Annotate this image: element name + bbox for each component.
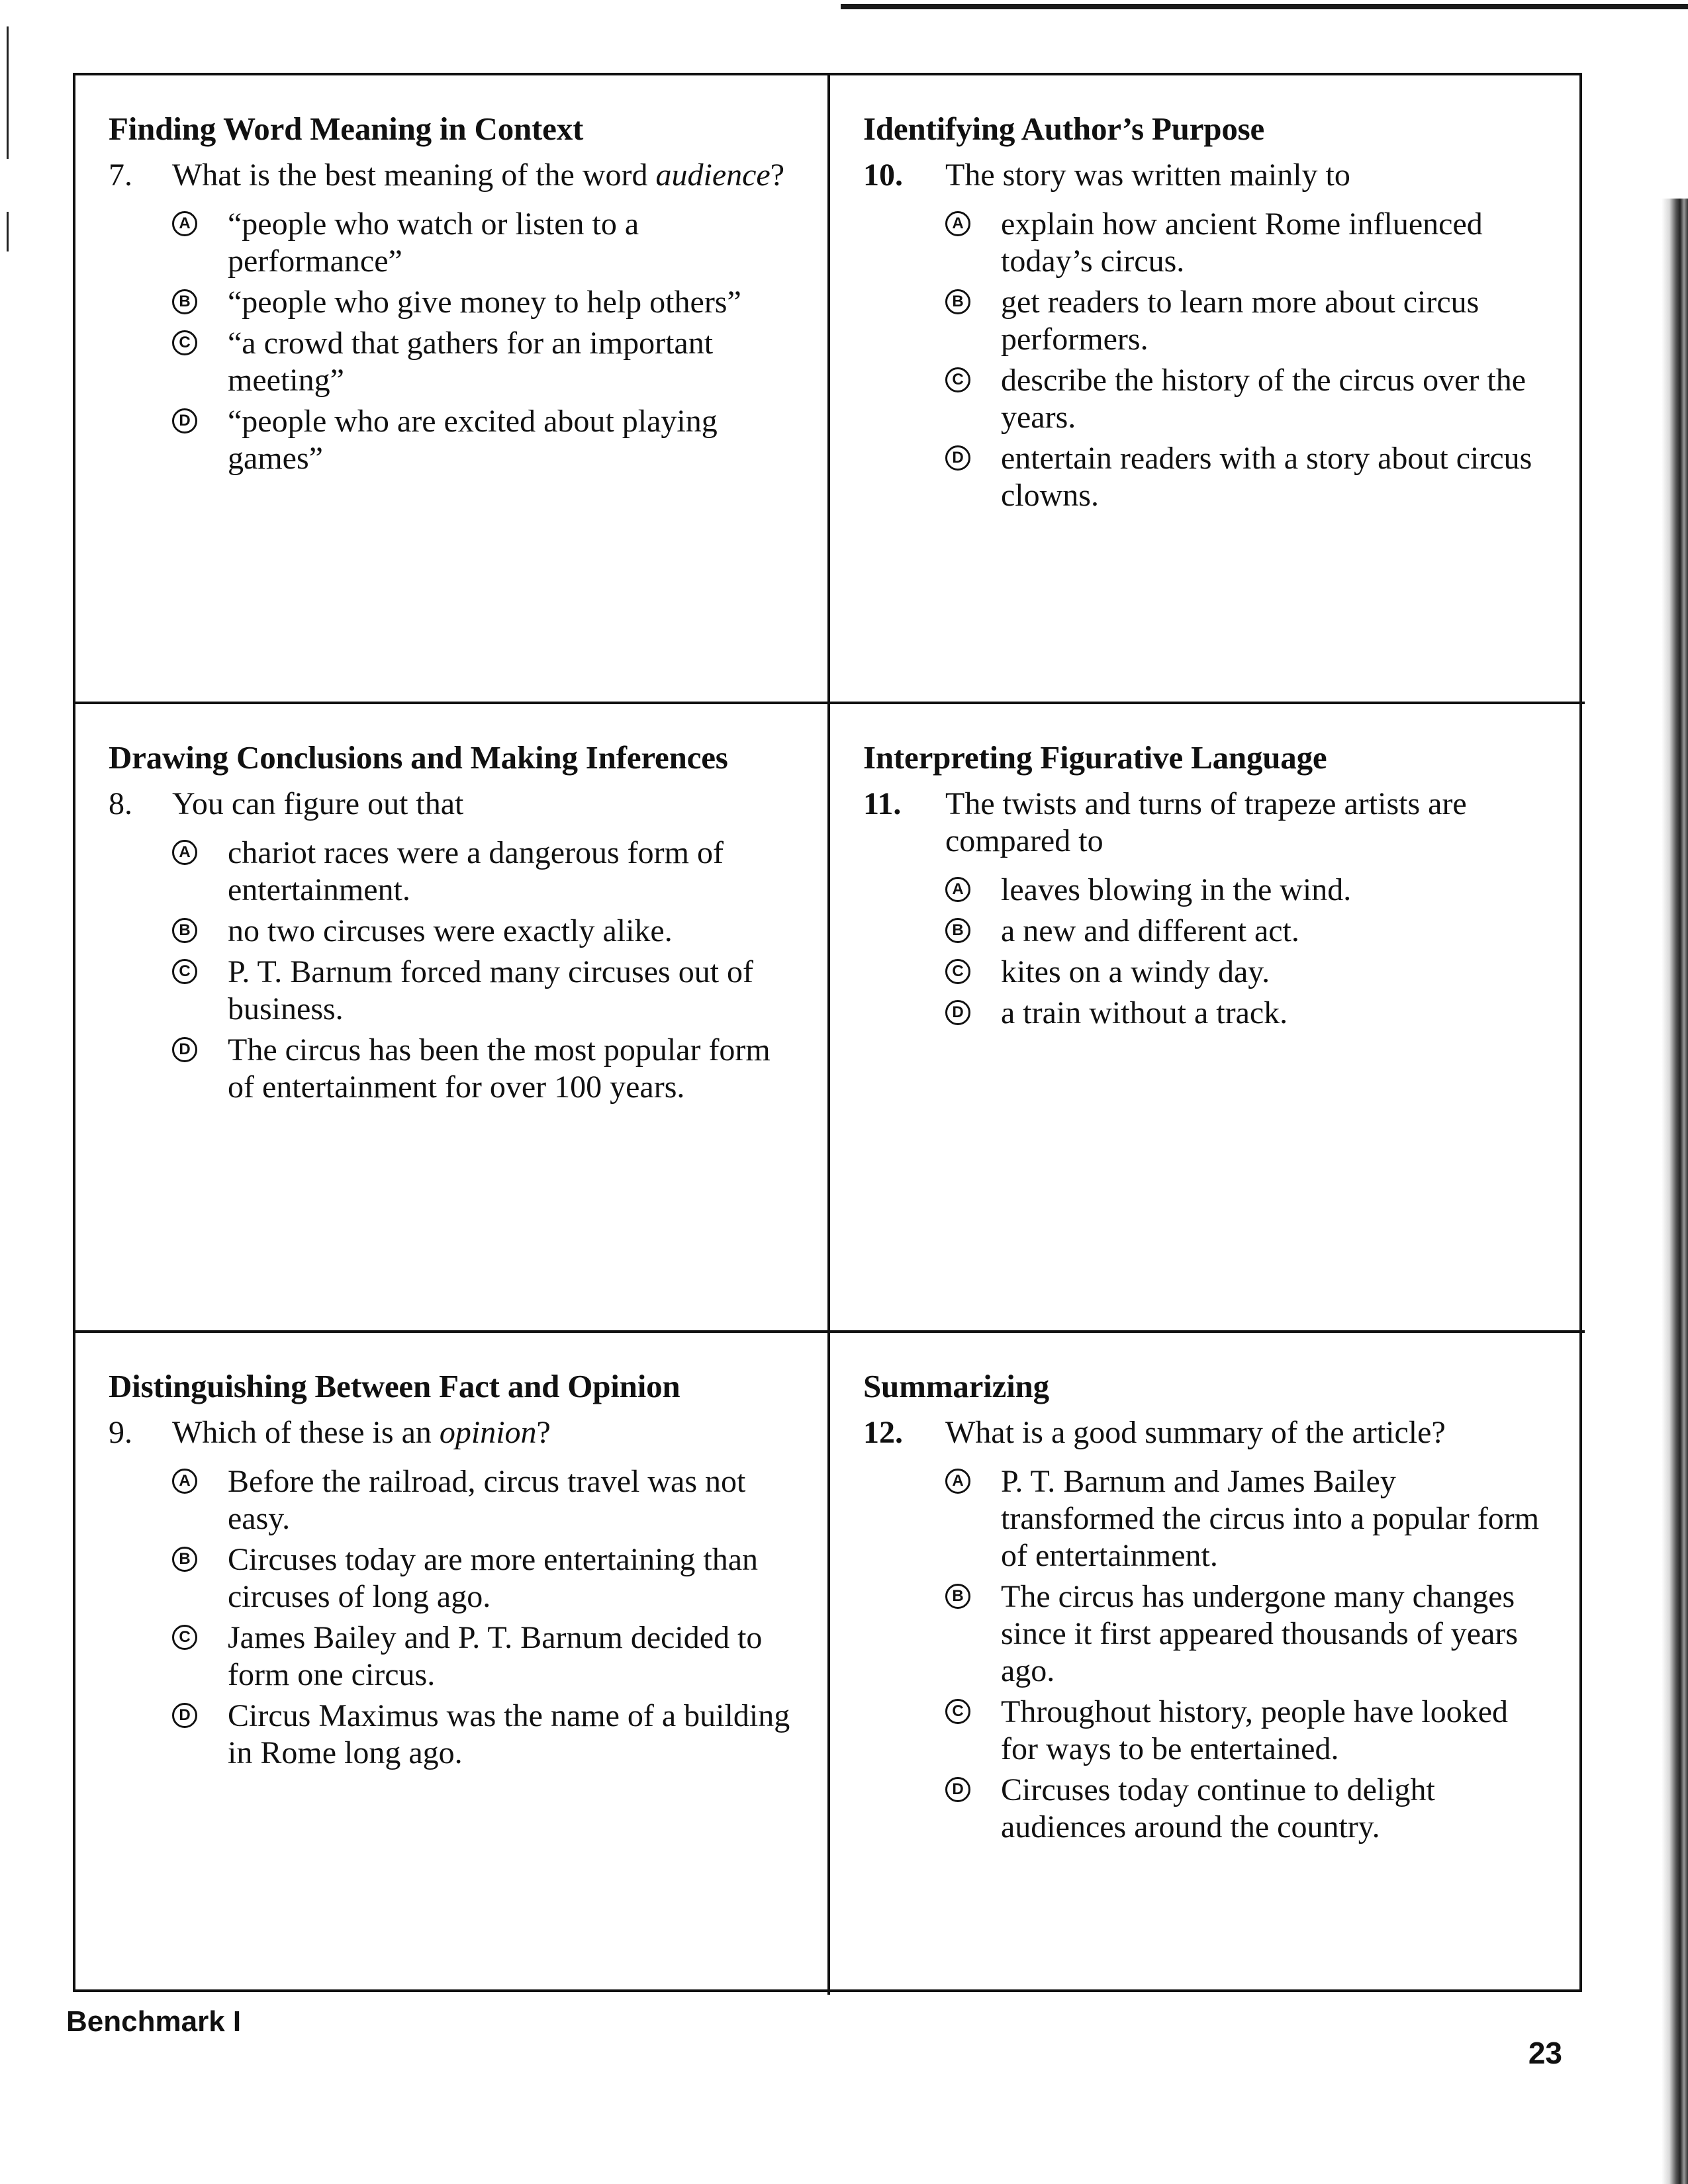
- skill-heading: Summarizing: [863, 1368, 1049, 1404]
- question-10-box: [830, 75, 1585, 704]
- answer-bubble-icon[interactable]: A: [945, 1469, 970, 1494]
- question-emphasis: audience: [655, 158, 771, 193]
- question-text-pre: The twists and turns of trapeze artists are compared to: [945, 786, 1467, 858]
- answer-choice-text: Circus Maximus was the name of a building in Rome long ago.: [228, 1698, 790, 1770]
- answer-choice-text: James Bailey and P. T. Barnum decided to form one circus.: [228, 1620, 763, 1692]
- answer-choice-text: The circus has undergone many changes since it first appeared thousands of years ago.: [1001, 1579, 1519, 1688]
- answer-choice[interactable]: [172, 1541, 794, 1615]
- question-emphasis: opinion: [439, 1415, 537, 1450]
- question-text: [172, 1414, 794, 1451]
- answer-choice[interactable]: [172, 1619, 794, 1694]
- question-text-post: ?: [770, 158, 785, 193]
- answer-choice-text: explain how ancient Rome influenced today’s circus.: [1001, 206, 1483, 279]
- question-number: 11.: [863, 786, 902, 821]
- question-number: 12.: [863, 1415, 903, 1450]
- answer-bubble-icon[interactable]: D: [172, 1703, 197, 1728]
- answer-choice-text: The circus has been the most popular form of entertainment for over 100 years.: [228, 1032, 771, 1105]
- question-text: [945, 1414, 1552, 1451]
- question-text: [172, 157, 794, 194]
- question: [863, 1414, 1552, 1451]
- answer-choice-text: a new and different act.: [1001, 913, 1299, 948]
- answer-bubble-icon[interactable]: B: [172, 918, 197, 943]
- answer-choice-text: “people who watch or listen to a performance”: [228, 206, 639, 279]
- answer-bubble-icon[interactable]: B: [945, 1584, 970, 1609]
- question-number: 10.: [863, 158, 903, 193]
- answer-choice[interactable]: [945, 872, 1552, 909]
- answer-choice[interactable]: [172, 954, 794, 1028]
- answer-choice-text: leaves blowing in the wind.: [1001, 872, 1352, 907]
- answer-choice-text: entertain readers with a story about circus clowns.: [1001, 441, 1532, 513]
- answer-bubble-icon[interactable]: C: [945, 1699, 970, 1724]
- answer-choice[interactable]: [172, 284, 794, 321]
- answer-bubble-icon[interactable]: D: [945, 1000, 970, 1025]
- question-text-pre: The story was written mainly to: [945, 158, 1350, 193]
- question-text-pre: Which of these is an: [172, 1415, 440, 1450]
- benchmark-label: Benchmark I: [66, 2005, 242, 2038]
- skill-heading: Distinguishing Between Fact and Opinion: [109, 1368, 680, 1404]
- page-number: 23: [1528, 2036, 1562, 2070]
- answer-choice[interactable]: [945, 1694, 1552, 1768]
- question: [863, 157, 1552, 194]
- answer-choice-text: Circuses today are more entertaining than circuses of long ago.: [228, 1542, 759, 1614]
- answer-bubble-icon[interactable]: C: [945, 959, 970, 984]
- skill-heading: Interpreting Figurative Language: [863, 739, 1327, 776]
- margin-mark: [7, 212, 9, 251]
- answer-choice-text: P. T. Barnum and James Bailey transformed the circus into a popular form of entertainment.: [1001, 1464, 1540, 1573]
- answer-bubble-icon[interactable]: D: [172, 1037, 197, 1062]
- answer-choice-text: kites on a windy day.: [1001, 954, 1270, 989]
- answer-choice[interactable]: [945, 995, 1552, 1032]
- question-12-box: [830, 1333, 1585, 1995]
- answer-choice[interactable]: [172, 403, 794, 477]
- answer-bubble-icon[interactable]: A: [945, 877, 970, 902]
- question: [863, 786, 1552, 860]
- answer-choice[interactable]: [172, 325, 794, 399]
- answer-choice[interactable]: [172, 913, 794, 950]
- answer-choice-text: describe the history of the circus over the years.: [1001, 363, 1526, 435]
- question: [109, 1414, 794, 1451]
- answer-choice-text: P. T. Barnum forced many circuses out of business.: [228, 954, 754, 1026]
- question-text: [945, 157, 1552, 194]
- question: [109, 786, 794, 823]
- answer-bubble-icon[interactable]: D: [172, 408, 197, 433]
- answer-bubble-icon[interactable]: D: [945, 445, 970, 471]
- answer-choice[interactable]: [172, 835, 794, 909]
- answer-choice[interactable]: [172, 206, 794, 280]
- answer-bubble-icon[interactable]: A: [945, 211, 970, 236]
- skill-heading: Identifying Author’s Purpose: [863, 111, 1265, 147]
- answer-bubble-icon[interactable]: B: [945, 918, 970, 943]
- question-number: 7.: [109, 158, 132, 193]
- question-text-pre: What is a good summary of the article?: [945, 1415, 1446, 1450]
- answer-choice-text: chariot races were a dangerous form of entertainment.: [228, 835, 724, 907]
- answer-bubble-icon[interactable]: B: [172, 1547, 197, 1572]
- answer-bubble-icon[interactable]: B: [945, 289, 970, 314]
- answer-choice-text: Circuses today continue to delight audiences around the country.: [1001, 1772, 1435, 1844]
- question-number: 8.: [109, 786, 132, 821]
- question-8-box: [75, 704, 830, 1333]
- question-grid: [73, 73, 1582, 1992]
- answer-choice[interactable]: [945, 954, 1552, 991]
- answer-choice[interactable]: [945, 362, 1552, 436]
- answer-choice[interactable]: [945, 913, 1552, 950]
- question-7-box: [75, 75, 830, 704]
- answer-choice[interactable]: [945, 1578, 1552, 1690]
- question-text: [172, 786, 794, 823]
- question-text-post: ?: [536, 1415, 551, 1450]
- answer-bubble-icon[interactable]: C: [172, 1625, 197, 1650]
- skill-heading: Finding Word Meaning in Context: [109, 111, 584, 147]
- answer-choice[interactable]: [172, 1032, 794, 1106]
- answer-choice-text: Before the railroad, circus travel was not easy.: [228, 1464, 746, 1536]
- answer-choice-text: a train without a track.: [1001, 995, 1288, 1030]
- answer-bubble-icon[interactable]: A: [172, 1469, 197, 1494]
- answer-bubble-icon[interactable]: C: [172, 330, 197, 355]
- page-edge-shadow: [1662, 199, 1688, 2184]
- answer-bubble-icon[interactable]: C: [945, 367, 970, 392]
- answer-choice-text: get readers to learn more about circus performers.: [1001, 285, 1479, 357]
- answer-choice-text: no two circuses were exactly alike.: [228, 913, 673, 948]
- answer-bubble-icon[interactable]: B: [172, 289, 197, 314]
- answer-choice-text: “people who give money to help others”: [228, 285, 741, 320]
- answer-choice[interactable]: [945, 1463, 1552, 1574]
- question-text-pre: What is the best meaning of the word: [172, 158, 656, 193]
- answer-bubble-icon[interactable]: D: [945, 1777, 970, 1802]
- answer-choice-text: “a crowd that gathers for an important meeting”: [228, 326, 714, 398]
- answer-choice[interactable]: [945, 440, 1552, 514]
- answer-choice[interactable]: [945, 1772, 1552, 1846]
- top-rule: [841, 4, 1688, 9]
- answer-bubble-icon[interactable]: C: [172, 959, 197, 984]
- answer-bubble-icon[interactable]: A: [172, 840, 197, 865]
- question: [109, 157, 794, 194]
- answer-choice[interactable]: [172, 1698, 794, 1772]
- answer-choice[interactable]: [945, 206, 1552, 280]
- question-number: 9.: [109, 1415, 132, 1450]
- question-9-box: [75, 1333, 830, 1995]
- question-11-box: [830, 704, 1585, 1333]
- question-text: [945, 786, 1552, 860]
- answer-bubble-icon[interactable]: A: [172, 211, 197, 236]
- answer-choice-text: “people who are excited about playing games”: [228, 404, 718, 476]
- answer-choice-text: Throughout history, people have looked for ways to be entertained.: [1001, 1694, 1509, 1766]
- margin-mark: [7, 26, 9, 159]
- question-text-pre: You can figure out that: [172, 786, 464, 821]
- answer-choice[interactable]: [172, 1463, 794, 1537]
- skill-heading: Drawing Conclusions and Making Inferences: [109, 739, 728, 776]
- answer-choice[interactable]: [945, 284, 1552, 358]
